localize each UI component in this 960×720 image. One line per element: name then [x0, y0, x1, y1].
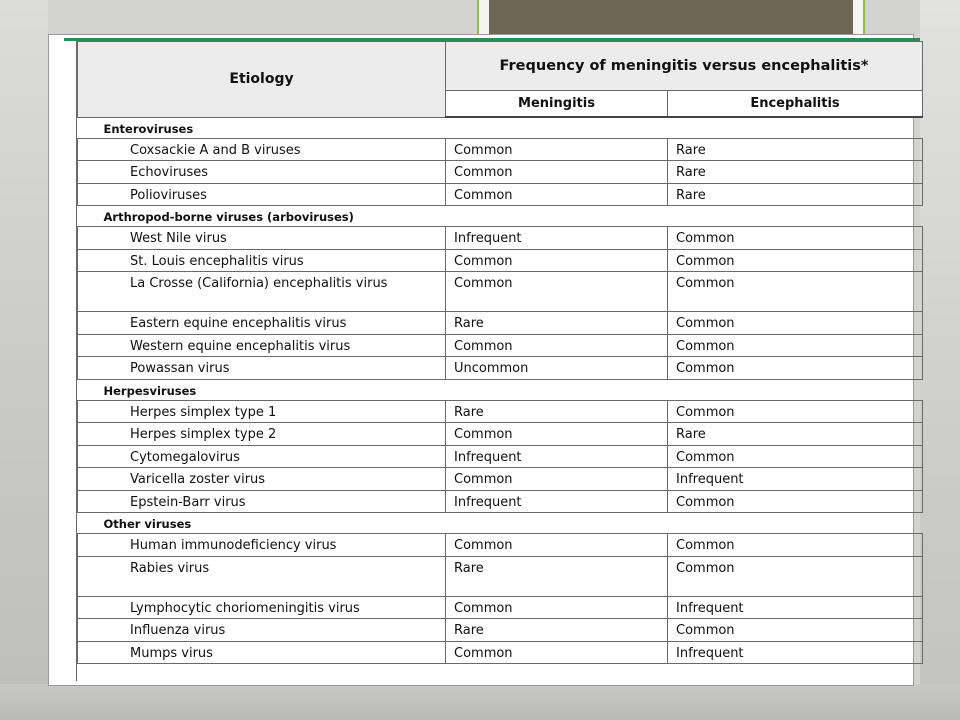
header-meningitis: Meningitis — [446, 91, 668, 118]
etiology-cell: Lymphocytic choriomeningitis virus — [78, 596, 446, 619]
etiology-cell: Western equine encephalitis virus — [78, 334, 446, 357]
table-row — [78, 596, 923, 619]
meningitis-cell: Common — [446, 423, 668, 446]
meningitis-cell: Common — [446, 272, 668, 312]
group-row — [78, 206, 923, 227]
meningitis-cell: Common — [446, 534, 668, 557]
encephalitis-cell: Common — [668, 334, 923, 357]
header-encephalitis: Encephalitis — [668, 91, 923, 118]
encephalitis-cell: Common — [668, 445, 923, 468]
group-row — [78, 513, 923, 534]
meningitis-cell: Common — [446, 596, 668, 619]
etiology-cell: Polioviruses — [78, 183, 446, 206]
encephalitis-cell: Common — [668, 312, 923, 335]
etiology-cell: Rabies virus — [78, 556, 446, 596]
header-frequency: Frequency of meningitis versus encephalitis* — [446, 42, 923, 91]
etiology-cell: Echoviruses — [78, 161, 446, 184]
table-row — [78, 249, 923, 272]
table-row — [78, 272, 923, 312]
table-header — [78, 42, 923, 118]
encephalitis-cell: Common — [668, 249, 923, 272]
encephalitis-cell: Common — [668, 357, 923, 380]
table-row — [78, 400, 923, 423]
table-row — [78, 641, 923, 664]
meningitis-cell: Common — [446, 468, 668, 491]
etiology-cell: Varicella zoster virus — [78, 468, 446, 491]
group-row — [78, 117, 923, 138]
group-label: Enteroviruses — [78, 117, 923, 138]
etiology-cell: Mumps virus — [78, 641, 446, 664]
table-row — [78, 357, 923, 380]
table-row — [78, 619, 923, 642]
meningitis-cell: Rare — [446, 556, 668, 596]
table-body — [78, 117, 923, 664]
table-row — [78, 556, 923, 596]
encephalitis-cell: Rare — [668, 183, 923, 206]
meningitis-cell: Rare — [446, 312, 668, 335]
group-label: Other viruses — [78, 513, 923, 534]
encephalitis-cell: Common — [668, 556, 923, 596]
table-row — [78, 490, 923, 513]
meningitis-cell: Rare — [446, 400, 668, 423]
table-row — [78, 138, 923, 161]
meningitis-cell: Uncommon — [446, 357, 668, 380]
etiology-cell: Powassan virus — [78, 357, 446, 380]
etiology-cell: Human immunodeficiency virus — [78, 534, 446, 557]
background-right — [920, 0, 960, 720]
encephalitis-cell: Rare — [668, 161, 923, 184]
table-row — [78, 445, 923, 468]
meningitis-cell: Infrequent — [446, 490, 668, 513]
table-row — [78, 227, 923, 250]
background-left — [0, 0, 48, 720]
encephalitis-cell: Common — [668, 534, 923, 557]
meningitis-cell: Infrequent — [446, 227, 668, 250]
etiology-cell: Herpes simplex type 2 — [78, 423, 446, 446]
table-row — [78, 334, 923, 357]
slide-title-bar — [489, 0, 853, 34]
encephalitis-cell: Common — [668, 400, 923, 423]
encephalitis-cell: Rare — [668, 423, 923, 446]
table-row — [78, 161, 923, 184]
meningitis-cell: Rare — [446, 619, 668, 642]
encephalitis-cell: Common — [668, 490, 923, 513]
encephalitis-cell: Common — [668, 272, 923, 312]
encephalitis-cell: Common — [668, 619, 923, 642]
group-label: Arthropod-borne viruses (arboviruses) — [78, 206, 923, 227]
table-row — [78, 183, 923, 206]
slide-title-frame — [477, 0, 865, 36]
encephalitis-cell: Common — [668, 227, 923, 250]
etiology-cell: Herpes simplex type 1 — [78, 400, 446, 423]
meningitis-cell: Common — [446, 249, 668, 272]
meningitis-cell: Common — [446, 183, 668, 206]
table-row — [78, 534, 923, 557]
header-etiology: Etiology — [78, 42, 446, 118]
meningitis-cell: Common — [446, 334, 668, 357]
table-row — [78, 468, 923, 491]
group-label: Herpesviruses — [78, 379, 923, 400]
table-row — [78, 312, 923, 335]
etiology-cell: Epstein-Barr virus — [78, 490, 446, 513]
meningitis-cell: Infrequent — [446, 445, 668, 468]
meningitis-cell: Common — [446, 161, 668, 184]
encephalitis-cell: Rare — [668, 138, 923, 161]
etiology-cell: Coxsackie A and B viruses — [78, 138, 446, 161]
encephalitis-cell: Infrequent — [668, 468, 923, 491]
background-bottom — [0, 684, 960, 720]
etiology-cell: St. Louis encephalitis virus — [78, 249, 446, 272]
etiology-cell: Eastern equine encephalitis virus — [78, 312, 446, 335]
etiology-cell: Cytomegalovirus — [78, 445, 446, 468]
encephalitis-cell: Infrequent — [668, 596, 923, 619]
etiology-cell: Influenza virus — [78, 619, 446, 642]
etiology-table — [77, 41, 923, 664]
etiology-cell: West Nile virus — [78, 227, 446, 250]
encephalitis-cell: Infrequent — [668, 641, 923, 664]
meningitis-cell: Common — [446, 641, 668, 664]
etiology-cell: La Crosse (California) encephalitis virus — [78, 272, 446, 312]
table-row — [78, 423, 923, 446]
table-container — [76, 41, 920, 681]
meningitis-cell: Common — [446, 138, 668, 161]
group-row — [78, 379, 923, 400]
